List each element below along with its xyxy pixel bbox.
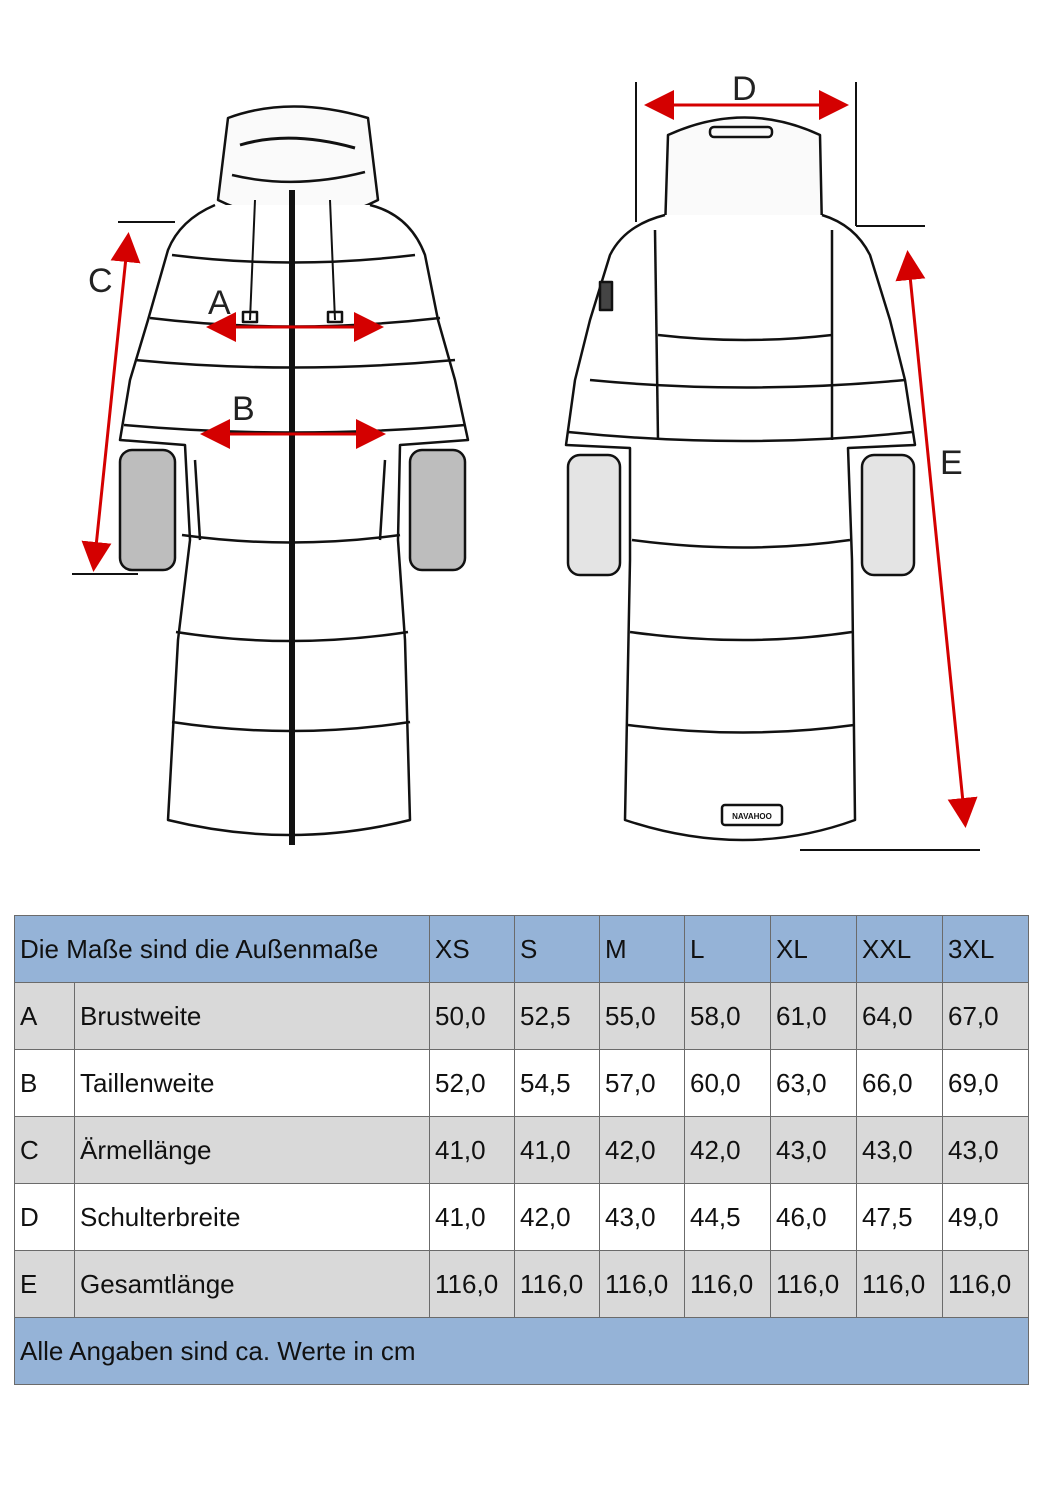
cell-value: 116,0 bbox=[600, 1251, 685, 1318]
size-header-xl: XL bbox=[771, 916, 857, 983]
cell-value: 67,0 bbox=[943, 983, 1029, 1050]
cell-value: 116,0 bbox=[515, 1251, 600, 1318]
row-name: Gesamtlänge bbox=[75, 1251, 430, 1318]
table-row bbox=[15, 1251, 1029, 1318]
cell-value: 116,0 bbox=[857, 1251, 943, 1318]
cell-value: 41,0 bbox=[515, 1117, 600, 1184]
cell-value: 43,0 bbox=[600, 1184, 685, 1251]
cell-value: 55,0 bbox=[600, 983, 685, 1050]
size-header-s: S bbox=[515, 916, 600, 983]
table-header-row bbox=[15, 916, 1029, 983]
coat-front-drawing bbox=[120, 107, 468, 846]
cell-value: 42,0 bbox=[515, 1184, 600, 1251]
table-row bbox=[15, 1050, 1029, 1117]
brand-logo-patch: NAVAHOO bbox=[732, 812, 772, 821]
size-header-m: M bbox=[600, 916, 685, 983]
row-code: E bbox=[15, 1251, 75, 1318]
row-code: B bbox=[15, 1050, 75, 1117]
cell-value: 41,0 bbox=[430, 1184, 515, 1251]
arrow-e bbox=[908, 256, 965, 822]
table-row bbox=[15, 1184, 1029, 1251]
cell-value: 52,0 bbox=[430, 1050, 515, 1117]
cell-value: 64,0 bbox=[857, 983, 943, 1050]
cell-value: 41,0 bbox=[430, 1117, 515, 1184]
size-header-xxl: XXL bbox=[857, 916, 943, 983]
table-row bbox=[15, 1117, 1029, 1184]
cell-value: 116,0 bbox=[685, 1251, 771, 1318]
cell-value: 44,5 bbox=[685, 1184, 771, 1251]
row-name: Brustweite bbox=[75, 983, 430, 1050]
table-row bbox=[15, 983, 1029, 1050]
cell-value: 116,0 bbox=[771, 1251, 857, 1318]
label-d: D bbox=[732, 70, 757, 108]
label-c: C bbox=[88, 262, 113, 300]
cell-value: 49,0 bbox=[943, 1184, 1029, 1251]
cell-value: 52,5 bbox=[515, 983, 600, 1050]
cell-value: 42,0 bbox=[600, 1117, 685, 1184]
cell-value: 43,0 bbox=[771, 1117, 857, 1184]
label-b: B bbox=[232, 390, 255, 428]
cell-value: 42,0 bbox=[685, 1117, 771, 1184]
cell-value: 47,5 bbox=[857, 1184, 943, 1251]
cell-value: 43,0 bbox=[857, 1117, 943, 1184]
cell-value: 66,0 bbox=[857, 1050, 943, 1117]
cell-value: 60,0 bbox=[685, 1050, 771, 1117]
label-e: E bbox=[940, 444, 963, 482]
cell-value: 61,0 bbox=[771, 983, 857, 1050]
row-code: D bbox=[15, 1184, 75, 1251]
size-header-3xl: 3XL bbox=[943, 916, 1029, 983]
size-header-xs: XS bbox=[430, 916, 515, 983]
cell-value: 69,0 bbox=[943, 1050, 1029, 1117]
cell-value: 63,0 bbox=[771, 1050, 857, 1117]
row-name: Schulterbreite bbox=[75, 1184, 430, 1251]
table-footer-note: Alle Angaben sind ca. Werte in cm bbox=[15, 1318, 1029, 1385]
cell-value: 116,0 bbox=[430, 1251, 515, 1318]
cell-value: 116,0 bbox=[943, 1251, 1029, 1318]
row-name: Taillenweite bbox=[75, 1050, 430, 1117]
row-code: A bbox=[15, 983, 75, 1050]
table-header-title: Die Maße sind die Außenmaße bbox=[15, 916, 430, 983]
cell-value: 50,0 bbox=[430, 983, 515, 1050]
row-name: Ärmellänge bbox=[75, 1117, 430, 1184]
size-chart-table bbox=[14, 915, 1029, 1385]
cell-value: 57,0 bbox=[600, 1050, 685, 1117]
cell-value: 43,0 bbox=[943, 1117, 1029, 1184]
cell-value: 58,0 bbox=[685, 983, 771, 1050]
label-a: A bbox=[208, 284, 231, 322]
cell-value: 46,0 bbox=[771, 1184, 857, 1251]
cell-value: 54,5 bbox=[515, 1050, 600, 1117]
size-header-l: L bbox=[685, 916, 771, 983]
table-footer-row bbox=[15, 1318, 1029, 1385]
row-code: C bbox=[15, 1117, 75, 1184]
